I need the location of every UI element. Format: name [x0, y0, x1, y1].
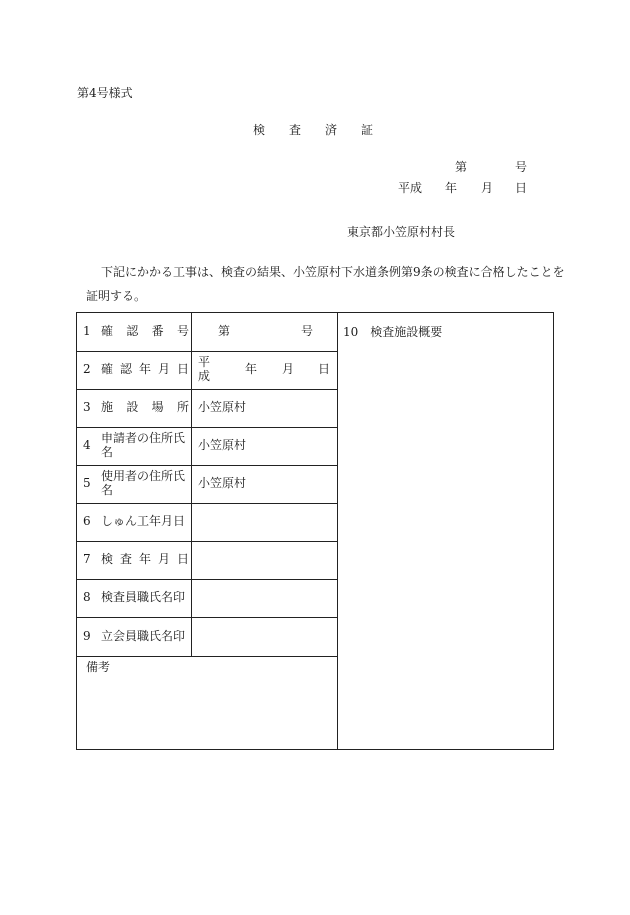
- row-label-text: 使用者の住所氏名: [101, 469, 186, 497]
- row-label-witness: [83, 617, 189, 656]
- row-label-confirmation-date: [83, 351, 189, 389]
- row-number: 2: [83, 362, 91, 377]
- label-char: 号: [176, 324, 189, 339]
- row-number: 8: [83, 590, 91, 605]
- row-number: 6: [83, 514, 91, 529]
- label-char: 所: [176, 400, 189, 415]
- row-label-text: しゅん工年月日: [101, 514, 186, 529]
- row-value-confirmation-number: [198, 313, 330, 351]
- row-label-user: [83, 465, 189, 503]
- issue-date-year: 年: [445, 181, 458, 195]
- label-char: 確: [101, 362, 114, 377]
- row-value-inspector: [198, 579, 330, 617]
- label-char: 月: [157, 552, 170, 567]
- body-text-line2: 証明する。: [86, 289, 147, 303]
- title-char: 査: [289, 123, 302, 137]
- row-label-text: 立会員職氏名印: [101, 628, 186, 643]
- value-part: 月: [281, 362, 294, 377]
- row-divider: [77, 656, 337, 657]
- row-number: 1: [83, 324, 91, 339]
- certificate-number-suffix: 号: [515, 160, 528, 174]
- row-number: 3: [83, 400, 91, 415]
- label-char: 認: [119, 362, 132, 377]
- row-value-facility-location: 小笠原村: [198, 400, 247, 415]
- row-label-text: 検査員職氏名印: [101, 590, 186, 605]
- certificate-table: [76, 312, 554, 750]
- row-label-text: [101, 401, 189, 415]
- row-number: 5: [83, 476, 91, 491]
- issue-date-day: 日: [515, 181, 528, 195]
- row-label-text: 申請者の住所氏名: [101, 431, 186, 459]
- value-part: 日: [317, 362, 330, 377]
- row-label-inspector: [83, 579, 189, 617]
- row-value-confirmation-date: [198, 351, 330, 389]
- remarks-label: 備考: [86, 660, 111, 674]
- row-label-facility-location: [83, 389, 189, 427]
- title-char: 済: [325, 123, 338, 137]
- label-char: 月: [157, 362, 170, 377]
- label-char: 日: [176, 552, 189, 567]
- label-char: 日: [176, 362, 189, 377]
- row-value-applicant: 小笠原村: [198, 438, 247, 453]
- row-value-witness: [198, 617, 330, 656]
- label-char: 番: [151, 324, 164, 339]
- facility-overview-label: 10 検査施設概要: [343, 325, 443, 339]
- row-value-user: 小笠原村: [198, 476, 247, 491]
- label-char: 施: [101, 400, 114, 415]
- row-number: 9: [83, 628, 91, 643]
- row-number: 4: [83, 438, 91, 453]
- label-char: 設: [126, 400, 139, 415]
- value-part: 年: [244, 362, 257, 377]
- row-label-text: [101, 553, 189, 567]
- value-part: 平成: [198, 355, 211, 383]
- row-value-completion-date: [198, 503, 330, 541]
- title-char: 検: [253, 123, 266, 137]
- value-part: 第: [218, 324, 231, 339]
- row-label-inspection-date: [83, 541, 189, 579]
- row-number: 7: [83, 552, 91, 567]
- issuer-name: 東京都小笠原村村長: [347, 225, 456, 239]
- label-char: 査: [119, 552, 132, 567]
- row-label-text: [101, 325, 189, 339]
- row-label-applicant: [83, 427, 189, 465]
- form-number: 第4号様式: [77, 86, 133, 100]
- title-char: 証: [361, 123, 374, 137]
- certificate-number-label: 第: [455, 160, 468, 174]
- value-part: 号: [301, 324, 314, 339]
- label-char: 年: [138, 552, 151, 567]
- issue-date-month: 月: [481, 181, 494, 195]
- label-char: 確: [101, 324, 114, 339]
- issue-date-era: 平成: [398, 181, 423, 195]
- label-divider: [191, 313, 192, 656]
- document-title: [253, 124, 373, 136]
- column-divider: [337, 313, 338, 749]
- label-char: 年: [138, 362, 151, 377]
- label-char: 場: [151, 400, 164, 415]
- row-value-inspection-date: [198, 541, 330, 579]
- row-label-completion-date: [83, 503, 189, 541]
- label-char: 検: [101, 552, 114, 567]
- body-text-line1: 下記にかかる工事は、検査の結果、小笠原村下水道条例第9条の検査に合格したことを: [101, 265, 565, 279]
- label-char: 認: [126, 324, 139, 339]
- row-label-text: [101, 363, 189, 377]
- row-label-confirmation-number: [83, 313, 189, 351]
